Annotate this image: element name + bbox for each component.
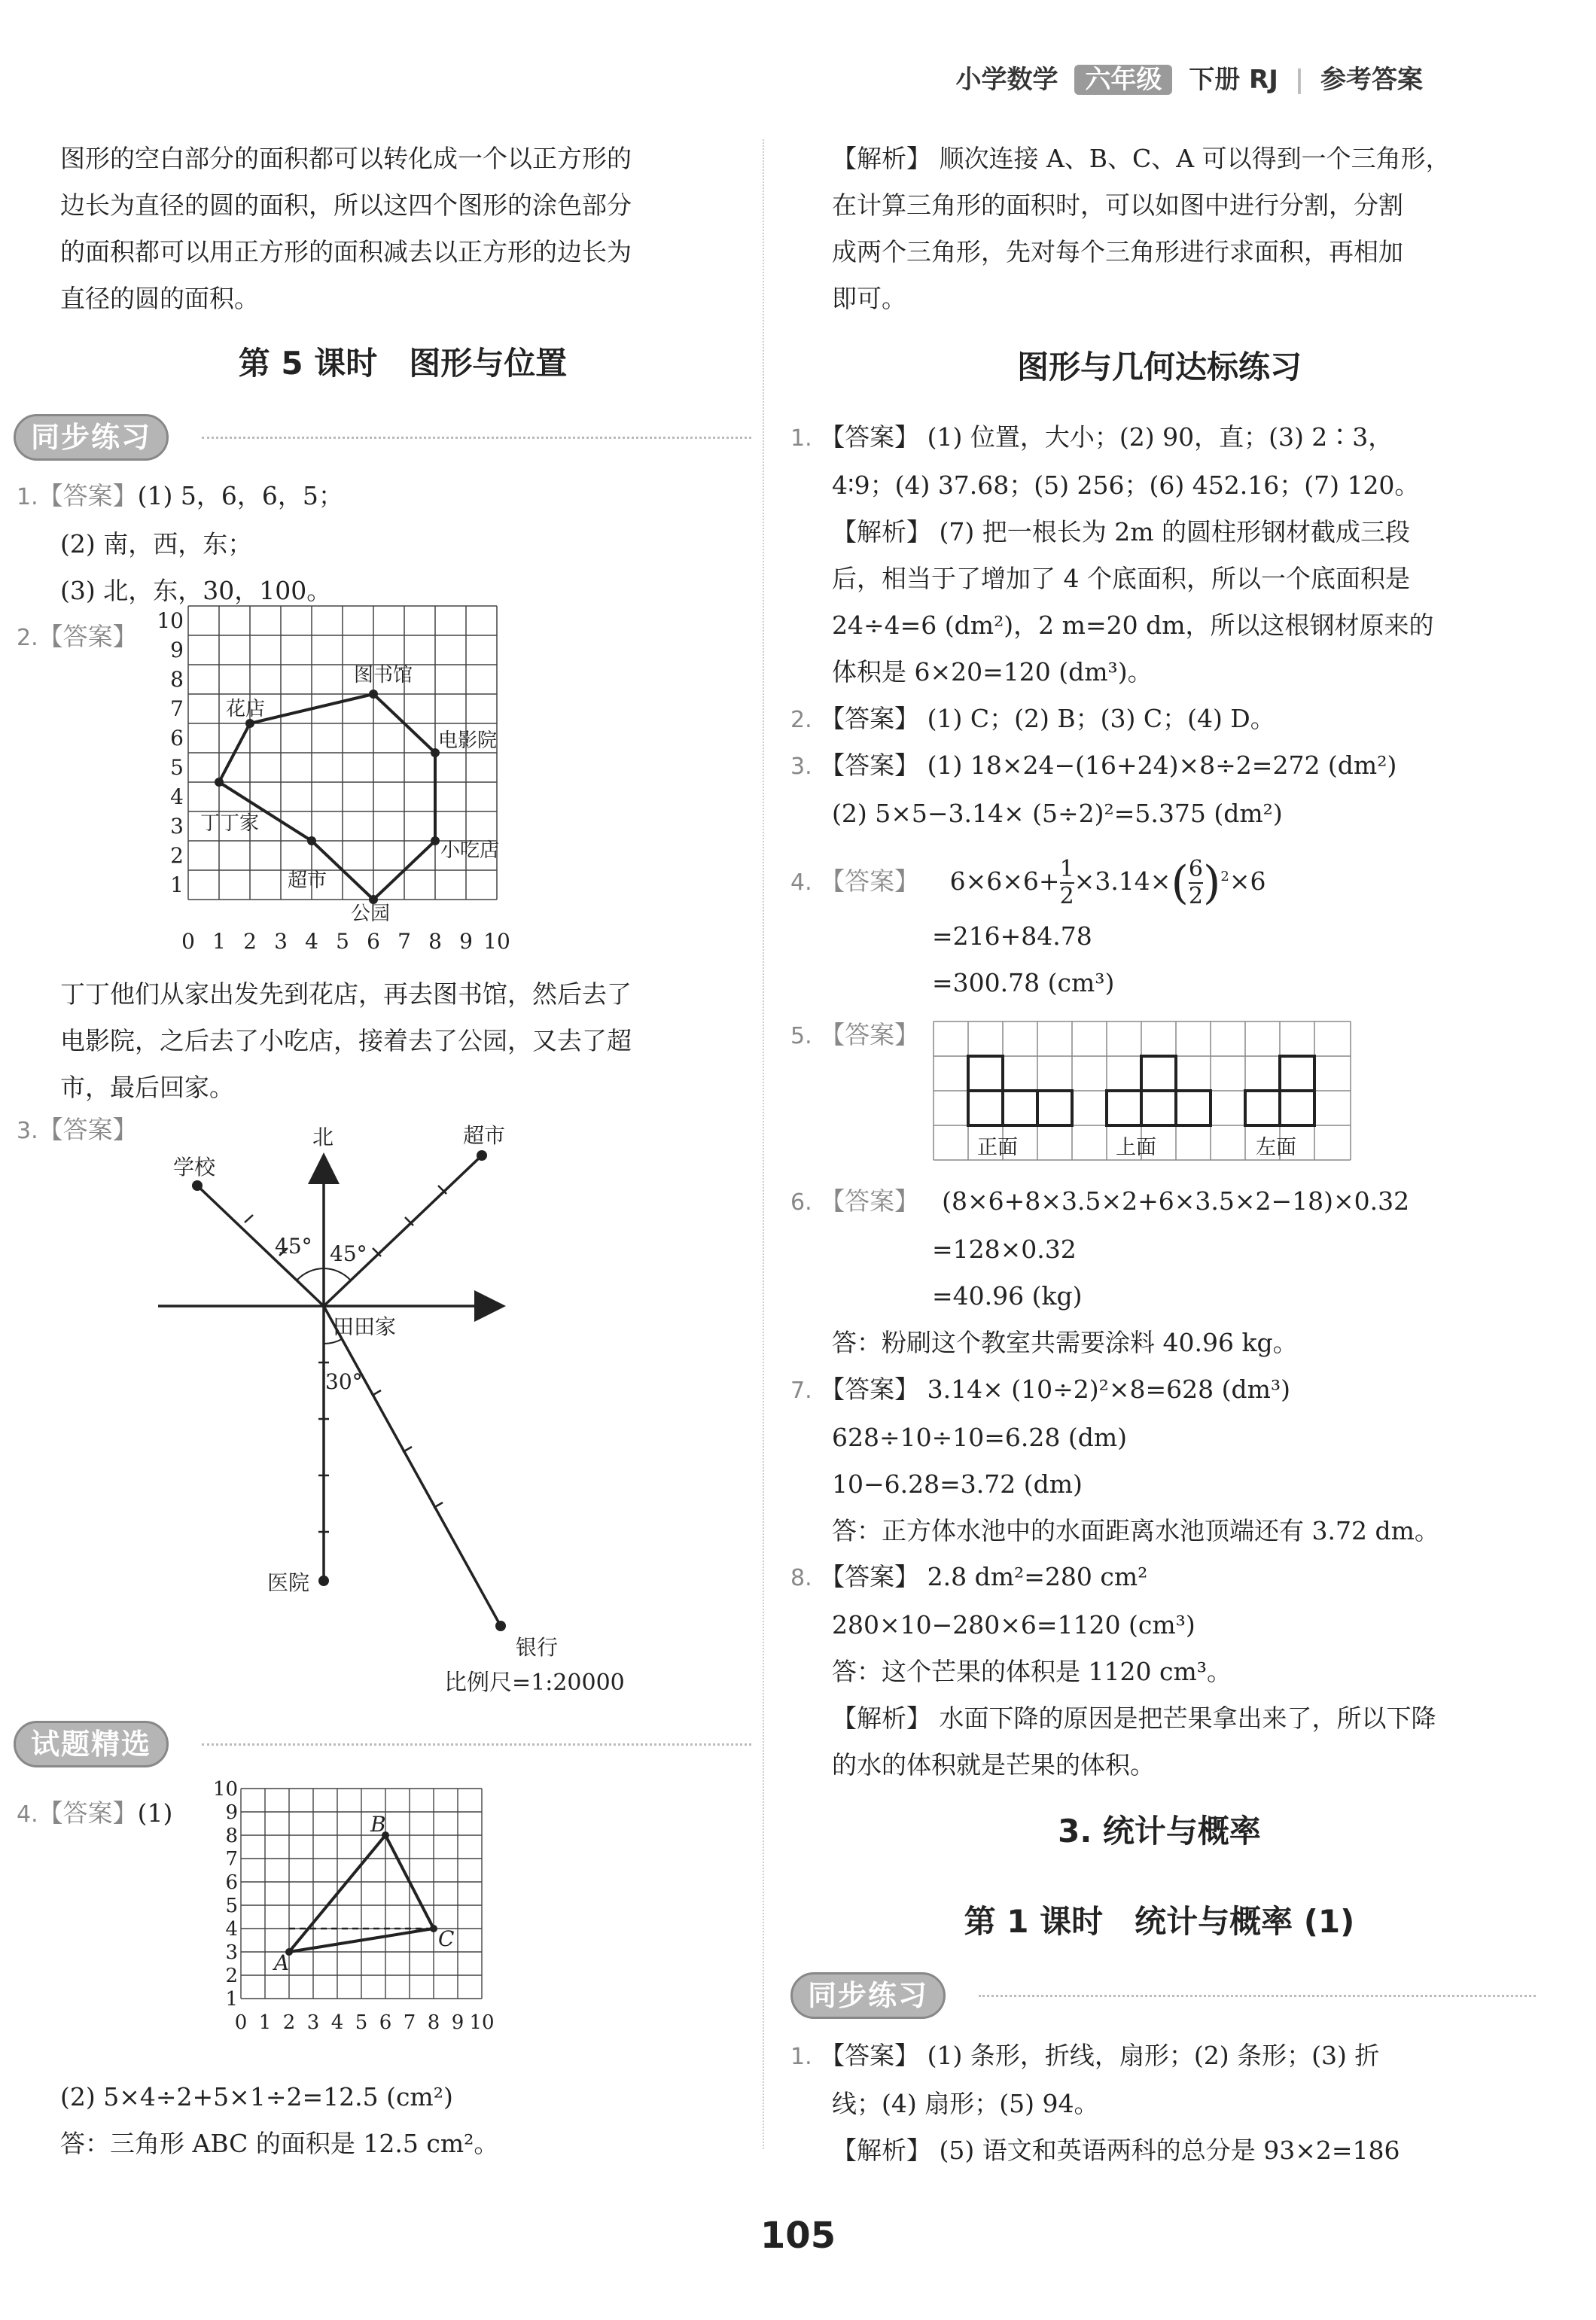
- ytick: 1: [170, 872, 184, 897]
- xtick: 9: [451, 2011, 464, 2034]
- header-answers: 参考答案: [1320, 65, 1423, 95]
- label-hospital: 医院: [267, 1570, 310, 1595]
- angle-left: 45°: [275, 1234, 312, 1259]
- r-question-4: 4. 【答案】 6×6×6+ $\frac{1}{2}$ ×3.14×( $\frac{6}{2}$ )$^2$×6 =216+84.78 =300.78 (cm³): [790, 856, 1266, 997]
- chapter-title: 3. 统计与概率: [1058, 1813, 1261, 1850]
- fraction-six-halves: $\frac{6}{2}$: [1188, 856, 1203, 909]
- section-title: 图形与几何达标练习: [1016, 349, 1302, 385]
- label-north: 北: [312, 1125, 334, 1149]
- header-subject: 小学数学: [955, 65, 1058, 95]
- q2-explanation: 丁丁他们从家出发先到花店，再去图书馆，然后去了 电影院，之后去了小吃店，接着去了公园，又去了超 市，最后回家。: [60, 979, 632, 1102]
- xtick: 1: [212, 929, 226, 954]
- xtick: 4: [305, 929, 318, 954]
- bank-ray: [324, 1306, 501, 1626]
- intro-line: 边长为直径的圆的面积，所以这四个图形的涂色部分: [60, 190, 632, 220]
- market-ray: [324, 1155, 482, 1306]
- ytick: 1: [225, 1988, 238, 2011]
- banner-sync-practice: 同步练习: [14, 414, 751, 461]
- point-school: [192, 1180, 203, 1191]
- ytick: 9: [225, 1801, 238, 1824]
- xtick: 7: [403, 2011, 416, 2034]
- page-header: 小学数学 六年级 下册 RJ | 参考答案: [955, 65, 1423, 95]
- ytick: 5: [225, 1895, 238, 1917]
- intro-line: 图形的空白部分的面积都可以转化成一个以正方形的: [60, 144, 632, 173]
- ytick: 3: [170, 814, 184, 839]
- xtick: 2: [282, 2011, 296, 2034]
- left-intro: [60, 135, 745, 322]
- xtick: 6: [379, 2011, 392, 2034]
- lesson-title-right: 第 1 课时 统计与概率 (1): [964, 1903, 1355, 1940]
- xtick: 8: [427, 2011, 440, 2034]
- s-question-1: 1. 【答案】 (1) 条形，折线，扇形；(2) 条形；(3) 折 线；(4) 扇形；(5) 94。 【解析】 (5) 语文和英语两科的总分是 93×2=186: [790, 2041, 1400, 2165]
- column-divider: [763, 139, 764, 2149]
- xtick: 8: [428, 929, 442, 954]
- ytick: 9: [170, 638, 184, 662]
- ytick: 4: [225, 1918, 238, 1941]
- angle-bottom: 30°: [325, 1369, 363, 1394]
- xtick: 0: [234, 2011, 248, 2034]
- scale-label: 比例尺=1:20000: [444, 1670, 625, 1696]
- label-home: 田田家: [333, 1314, 397, 1339]
- header-volume: 下册 RJ: [1189, 65, 1278, 95]
- question-2-label: 2.【答案】: [17, 622, 138, 651]
- question-1: 1.【答案】(1) 5，6，6，5； (2) 南，西，东； (3) 北，东，30，100。: [17, 481, 343, 605]
- xtick: 10: [469, 2011, 495, 2034]
- page-number: 105: [760, 2215, 836, 2257]
- r-question-8: 8. 【答案】 2.8 dm²=280 cm² 280×10−280×6=1120 (cm³) 答：这个芒果的体积是 1120 cm³。 【解析】 水面下降的原因是把芒果拿出来了，所以下降 的水的体积就是芒果的体积。: [790, 1562, 1436, 1780]
- q4-answer: (2) 5×4÷2+5×1÷2=12.5 (cm²) 答：三角形 ABC 的面积是 12.5 cm²。: [60, 2082, 499, 2158]
- label-school: 学校: [173, 1155, 216, 1180]
- label-park: 公园: [351, 903, 391, 925]
- ytick: 7: [170, 696, 184, 721]
- r-question-1: 1. 【答案】 (1) 位置，大小；(2) 90，直；(3) 2∶3， 4∶9；(4) 37.68；(5) 256；(6) 452.16；(7) 120。 【解析】 (7) 把一根长为 2m 的圆柱形钢材截成三段 后，相当于了增加了 4 个底面积，所以一个底面积是 24÷4=6 (dm²)，2 m=20 dm，所以这根钢材原来的 体积是 6×20=120 (dm³)。: [790, 422, 1434, 687]
- ytick: 6: [225, 1871, 238, 1894]
- vertex-c: [430, 1925, 437, 1932]
- label-market: 超市: [288, 869, 327, 892]
- label-flower: 花店: [226, 698, 266, 720]
- front-view: [968, 1056, 1072, 1125]
- xtick: 2: [243, 929, 257, 954]
- ytick: 10: [157, 608, 184, 633]
- xtick: 5: [355, 2011, 368, 2034]
- point-market: [307, 836, 316, 845]
- point-hospital: [318, 1576, 329, 1586]
- ytick: 10: [212, 1778, 238, 1801]
- label-c: C: [438, 1926, 455, 1951]
- xtick: 9: [459, 929, 473, 954]
- point-library: [369, 690, 378, 699]
- label-library: 图书馆: [354, 664, 413, 687]
- left-view: [1245, 1056, 1314, 1125]
- header-grade: 六年级: [1074, 65, 1172, 95]
- point-bank: [495, 1621, 506, 1631]
- route-grid-figure: [151, 608, 542, 964]
- r-question-5-label: 5. 【答案】: [790, 1020, 920, 1049]
- label-front: 正面: [977, 1136, 1018, 1159]
- three-views-figure: [932, 1020, 1354, 1171]
- tick-mark: [245, 1215, 253, 1222]
- intro-line: 直径的圆的面积。: [60, 284, 259, 313]
- xtick: 7: [397, 929, 411, 954]
- point-snack: [431, 836, 440, 845]
- triangle-grid-figure: [203, 1778, 519, 2066]
- direction-figure: [136, 1107, 662, 1694]
- ytick: 8: [170, 667, 184, 692]
- xtick: 4: [330, 2011, 344, 2034]
- label-home: 丁丁家: [200, 812, 260, 835]
- xtick: 1: [258, 2011, 272, 2034]
- ytick: 2: [225, 1965, 238, 1987]
- xtick: 3: [274, 929, 288, 954]
- ytick: 3: [225, 1941, 238, 1964]
- xtick: 0: [181, 929, 195, 954]
- label-snack: 小吃店: [440, 839, 500, 862]
- ytick: 5: [170, 755, 184, 780]
- label-cinema: 电影院: [438, 729, 498, 752]
- question-3-label: 3.【答案】: [17, 1115, 138, 1144]
- ytick: 4: [170, 784, 184, 809]
- label-left: 左面: [1256, 1136, 1296, 1159]
- label-top: 上面: [1116, 1136, 1156, 1159]
- point-home: [215, 778, 224, 787]
- top-view: [1107, 1056, 1211, 1125]
- fraction-half: $\frac{1}{2}$: [1059, 856, 1074, 909]
- label-b: B: [370, 1812, 386, 1837]
- banner-selected-questions: 试题精选: [14, 1721, 751, 1767]
- ytick: 8: [225, 1825, 238, 1847]
- angle-right: 45°: [330, 1241, 367, 1266]
- xtick: 6: [367, 929, 380, 954]
- r-question-3: 3. 【答案】 (1) 18×24−(16+24)×8÷2=272 (dm²) (2) 5×5−3.14× (5÷2)²=5.375 (dm²): [790, 750, 1397, 828]
- analysis-intro: 【解析】 顺次连接 A、B、C、A 可以得到一个三角形， 在计算三角形的面积时，可以如图中进行分割，分割 成两个三角形，先对每个三角形进行求面积，再相加 即可。: [832, 144, 1451, 313]
- lesson-title: 第 5 课时 图形与位置: [238, 345, 568, 382]
- xtick: 5: [336, 929, 349, 954]
- label-bank: 银行: [516, 1635, 559, 1660]
- xtick: 10: [483, 929, 510, 954]
- ytick: 2: [170, 843, 184, 868]
- r-question-6: 6. 【答案】 (8×6+8×3.5×2+6×3.5×2−18)×0.32 =128×0.32 =40.96 (kg) 答：粉刷这个教室共需要涂料 40.96 kg。: [790, 1186, 1410, 1357]
- r-question-7: 7. 【答案】 3.14× (10÷2)²×8=628 (dm³) 628÷10÷10=6.28 (dm) 10−6.28=3.72 (dm) 答：正方体水池中的水面距离水池顶端还有 3.72 dm。: [790, 1375, 1439, 1545]
- banner-sync-practice-right: 同步练习: [790, 1972, 1536, 2019]
- point-market: [477, 1150, 487, 1161]
- question-4-label: 4.【答案】(1): [17, 1798, 173, 1828]
- intro-line: 的面积都可以用正方形的面积减去以正方形的边长为: [60, 237, 632, 266]
- r-question-2: 2. 【答案】 (1) C；(2) B；(3) C；(4) D。: [790, 704, 1275, 733]
- ytick: 7: [225, 1848, 238, 1871]
- label-market: 超市: [463, 1123, 506, 1148]
- label-a: A: [274, 1950, 290, 1975]
- ytick: 6: [170, 726, 184, 750]
- xtick: 3: [306, 2011, 320, 2034]
